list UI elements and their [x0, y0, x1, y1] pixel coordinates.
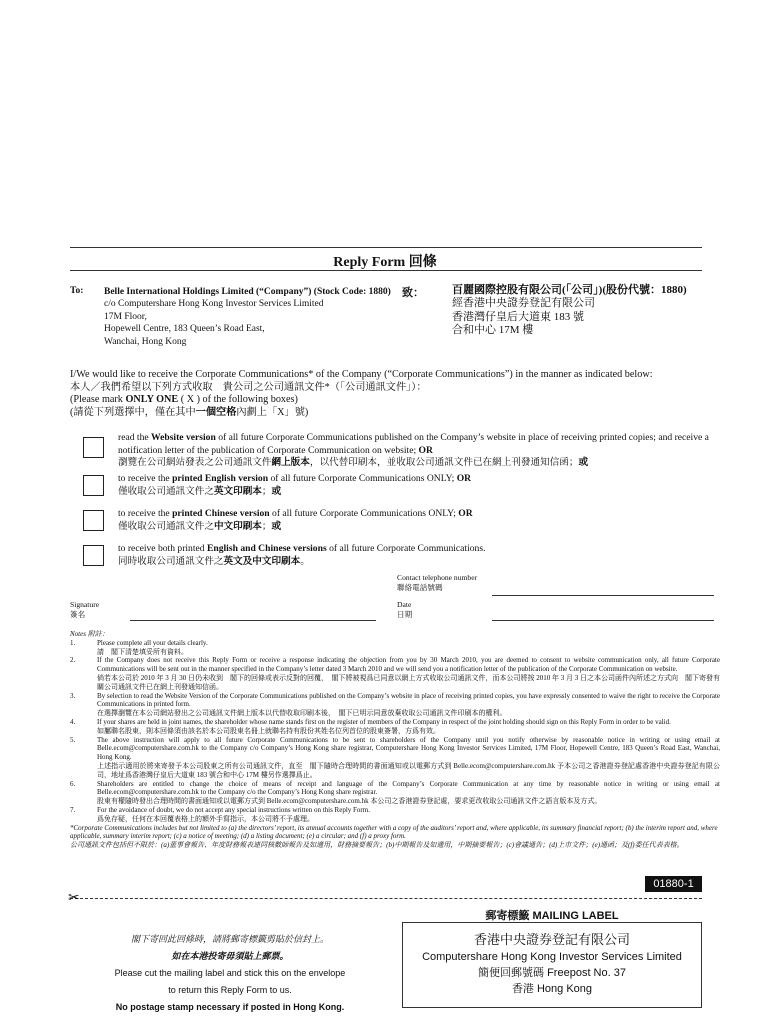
company-name-zh: 百麗國際控股有限公司(「公司」)(股份代號：1880)	[452, 284, 687, 296]
intro	[70, 369, 720, 419]
addressee-zh	[452, 284, 722, 338]
text: to receive both printed	[118, 543, 207, 554]
addr-en-line: c/o Computershare Hong Kong Investor Services Limited	[104, 299, 324, 310]
text: printed Chinese version	[172, 508, 270, 519]
top-rule	[70, 247, 702, 248]
note-number: 7.	[70, 805, 76, 814]
text: ；	[261, 485, 272, 497]
note-en: If the Company does not receive this Reply Form or receive a response indicating the objection from you by 30 March 2010, you are deemed to consent to website communication only, all future Corporate Communications will be sent out in the manner specified in the Company’s letter dated 3 March 2010 and we will send you a notification letter of the publication of the Corporate Communication on website.	[97, 656, 720, 674]
text: 僅收取公司通訊文件之	[118, 520, 214, 532]
text: 英文及中文印刷本	[223, 555, 301, 567]
note-number: 1.	[70, 638, 76, 647]
text: Contact telephone number	[397, 573, 478, 582]
checkbox-english-version[interactable]	[83, 475, 104, 496]
note-zh: 上述指示適用於將來寄發予本公司股東之所有公司通訊文件，直至 閣下隨時合理時間的書面通知或以電郵方式到 Belle.ecom@computershare.com.hk 予本公司之香港證券登記處香港中央證券登記有限公司，地址爲香港灣仔皇后大道東 183 號合和中心 17M 樓另作選擇爲止。	[97, 761, 720, 779]
text: of all future Corporate Communications ONLY;	[268, 473, 457, 484]
footnote-en: *Corporate Communications includes but not limited to (a) the directors’ report, its annual accounts together with a copy of the auditors’ report and, where applicable, its summary financial report; (b) the interim report and, where applicable, summary interim report; (c) a notice of meeting; (d) a listing document; (e) a circular; and (f) a proxy form.	[70, 823, 718, 841]
checkbox-chinese-version[interactable]	[83, 510, 104, 531]
mailing-label-header: 郵寄標籤 MAILING LABEL	[485, 910, 619, 922]
text: 。	[300, 555, 310, 567]
mail-addr-line: 簡便回郵號碼 Freepost No. 37	[478, 967, 626, 979]
text: Date	[397, 600, 412, 609]
title-rule	[70, 270, 702, 271]
addr-zh-line: 經香港中央證券登記有限公司	[452, 297, 595, 310]
text: ONLY ONE	[125, 394, 179, 405]
mail-addr-line: 香港 Hong Kong	[511, 983, 593, 995]
text: 或	[271, 485, 282, 497]
note-item	[70, 656, 720, 691]
company-name-en: Belle International Holdings Limited (“Company”) (Stock Code: 1880)	[104, 287, 391, 297]
note-number: 4.	[70, 717, 76, 726]
text: 英文印刷本	[213, 485, 262, 497]
text: 瀏覽在公司網站發表之公司通訊文件	[118, 457, 272, 468]
footnote-zh: 公司通訊文件包括但不限於：(a)董事會報告、年度財務報表連同核數師報告及如適用，財務摘要報告；(b)中期報告及如適用，中期摘要報告；(c)會議通告；(d)上市文件；(e)通函；及(f)委任代表表格。	[70, 841, 684, 850]
addr-zh-line: 香港灣仔皇后大道東 183 號	[452, 310, 584, 323]
note-zh: 爲免存疑，任何在本回覆表格上的額外手寫指示，本公司將不予處理。	[97, 814, 314, 823]
text: of all future Corporate Communications ONLY;	[269, 508, 459, 519]
addr-en-line: Hopewell Centre, 183 Queen’s Road East,	[104, 324, 265, 335]
addr-zh-line: 合和中心 17M 樓	[452, 324, 534, 337]
text: ，以代替印刷本，並收取公司通訊文件已在網上刊發通知信函；	[309, 457, 579, 468]
text: 閣下寄回此回條時，請將郵寄標籤剪貼於信封上。	[130, 934, 329, 944]
intro-en: I/We would like to receive the Corporate Communications* of the Company (“Corporate Communications”) in the manner as indicated below:	[70, 369, 653, 380]
text: ( X ) of the following boxes)	[178, 394, 298, 405]
note-item	[70, 780, 720, 806]
form-code-badge: 01880-1	[645, 876, 702, 892]
text: to receive the	[118, 473, 173, 484]
intro-zh: 本人／我們希望以下列方式收取 貴公司之公司通訊文件*（「公司通訊文件」）：	[70, 381, 427, 393]
cut-line	[70, 898, 702, 899]
intro-mark-zh	[70, 407, 720, 420]
note-en: If your shares are held in joint names, the shareholder whose name stands first on the register of members of the Company in respect of the joint holding should sign on this Reply Form in order to be valid.	[97, 717, 671, 726]
text: 內劃上「X」號)	[236, 406, 309, 418]
text: 中文印刷本	[213, 520, 262, 532]
note-zh: 股東有權隨時發出合理時間的書面通知或以電郵方式到 Belle.ecom@computershare.com.hk 本公司之香港證券登記處，要求更改收取公司通訊文件之語言版本及方式。	[97, 797, 602, 806]
note-item	[70, 718, 720, 736]
text: of all future Corporate Communications published on the Company’s website in place of receiving printed copies; and receive a notification letter of the publication of Corporate Communication on website;	[118, 432, 709, 456]
note-zh: 請 閣下清楚填妥所有資料。	[97, 647, 188, 656]
text: OR	[458, 508, 473, 519]
signature-input[interactable]	[130, 620, 376, 621]
text: Please cut the mailing label and stick this on the envelope	[114, 968, 346, 978]
note-item	[70, 692, 720, 718]
checkbox-both-versions[interactable]	[83, 545, 104, 566]
note-number: 5.	[70, 735, 76, 744]
text: printed English version	[172, 473, 269, 484]
text: to return this Reply Form to us.	[168, 985, 292, 995]
text: to receive the	[118, 508, 173, 519]
option-english-version	[118, 473, 718, 498]
to-label-zh: 致：	[402, 287, 424, 299]
text: 同時收取公司通訊文件之	[118, 555, 224, 567]
text: 網上版本	[271, 457, 310, 468]
text: OR	[456, 473, 472, 484]
text: Signature	[70, 600, 100, 609]
text: 一個空格	[195, 406, 237, 418]
text: 或	[578, 457, 589, 468]
note-en: For the avoidance of doubt, we do not accept any special instructions written on this Reply Form.	[97, 805, 370, 814]
addr-en-line: Wanchai, Hong Kong	[104, 336, 187, 347]
text: 或	[271, 520, 282, 532]
text: 僅收取公司通訊文件之	[118, 485, 214, 497]
note-en: By selection to read the Website Version of the Corporate Communications published on the Company’s website in place of receiving printed copies, you have expressly consented to waive the right to receive the Corporate Communications in printed form.	[97, 691, 720, 709]
text: ；	[261, 520, 272, 532]
note-number: 6.	[70, 779, 76, 788]
mail-addr-line: Computershare Hong Kong Investor Services Limited	[422, 951, 682, 963]
addressee-en	[104, 286, 394, 348]
date-label	[397, 600, 412, 620]
option-website-version	[118, 432, 718, 470]
note-en: Shareholders are entitled to change the choice of means of receipt and language of the Company’s Corporate Communication at any time by reasonable notice in writing or using email at Belle.ecom@computershare.com.hk to the Company c/o the Company’s Hong Kong share registrar.	[97, 779, 720, 797]
addr-en-line: 17M Floor,	[104, 311, 147, 322]
note-en: The above instruction will apply to all future Corporate Communications to be sent to shareholders of the Company until you notify otherwise by reasonable notice in writing or using email at Belle.ecom@computershare.com.hk to the Company c/o Company’s Hong Kong share registrar, Computershare Hong Kong Investor Services Limited, 17M Floor, Hopewell Centre, 183 Queen’s Road East, Wanchai, Hong Kong.	[97, 735, 720, 762]
note-number: 3.	[70, 691, 76, 700]
text: (請從下列選擇中，僅在其中	[70, 406, 196, 418]
mail-addr-line: 香港中央證券登記有限公司	[473, 932, 630, 947]
note-item	[70, 639, 720, 657]
text: 如在本港投寄毋須貼上郵票。	[171, 951, 289, 961]
text: OR	[418, 444, 433, 456]
note-number: 2.	[70, 656, 76, 665]
note-zh: 倘若本公司於 2010 年 3 月 30 日仍未收到 閣下的回條或表示反對的回覆， 閣下將被視爲已同意以網上方式收取公司通訊文件，而本公司將按 2010 年 3 月 3 日之本公司函件內所述之方式向 閣下寄發有關公司通訊文件已在網上刊發通知信函。	[97, 673, 720, 691]
intro-mark-en	[70, 394, 720, 407]
text: Website version	[151, 432, 216, 443]
text: English and Chinese versions	[206, 543, 327, 554]
contact-label	[397, 573, 477, 593]
notes	[70, 630, 720, 850]
option-chinese-version	[118, 508, 718, 533]
mailing-instructions	[90, 931, 370, 1016]
checkbox-website-version[interactable]	[83, 437, 104, 458]
text: 聯絡電話號碼	[397, 582, 443, 592]
text: No postage stamp necessary if posted in Hong Kong.	[115, 1002, 345, 1012]
text: (Please mark	[70, 394, 126, 405]
note-en: Please complete all your details clearly.	[97, 638, 208, 647]
note-zh: 在選擇瀏覽在本公司網站發出之公司通訊文件網上版本以代替收取印刷本後， 閣下已明示同意放棄收取公司通訊文件印刷本的權利。	[97, 709, 507, 718]
option-both-versions	[118, 543, 718, 568]
note-item	[70, 806, 720, 824]
note-zh: 如屬聯名股東，則本回條須由該名於本公司股東名冊上就聯名持有股份其姓名位列首位的股東簽署，方爲有效。	[97, 726, 440, 735]
page-title: Reply Form 回條	[333, 255, 437, 270]
signature-label	[70, 600, 99, 620]
text: 簽名	[70, 609, 86, 619]
mailing-label-box	[402, 922, 702, 1008]
note-item	[70, 736, 720, 780]
contact-input[interactable]	[492, 595, 714, 596]
scissors-icon: ✂	[68, 890, 80, 906]
text: 日期	[397, 609, 413, 619]
text: of all future Corporate Communications.	[326, 543, 486, 554]
to-label: To:	[70, 286, 84, 296]
date-input[interactable]	[492, 620, 714, 621]
text: read the	[118, 432, 152, 443]
notes-header: Notes 附註：	[70, 630, 109, 638]
